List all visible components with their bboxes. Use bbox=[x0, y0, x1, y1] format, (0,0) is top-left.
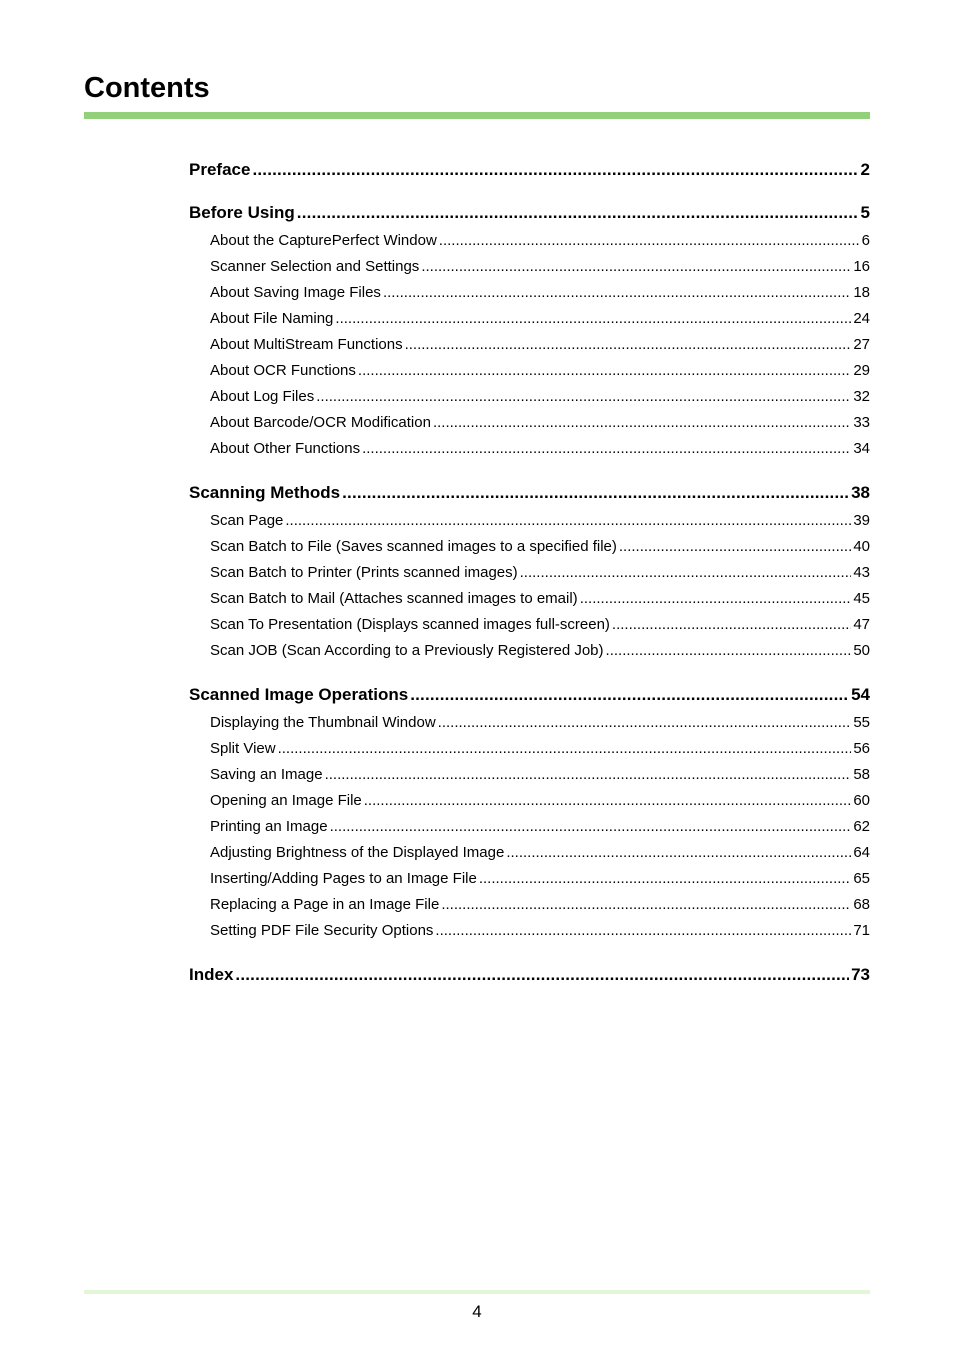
toc-entry[interactable] bbox=[210, 818, 870, 835]
toc-entry-page: 62 bbox=[853, 818, 870, 835]
toc-entry[interactable] bbox=[210, 388, 870, 405]
dot-leader bbox=[342, 483, 849, 503]
toc-entry-page: 18 bbox=[853, 284, 870, 301]
toc-entry-title: Split View bbox=[210, 740, 276, 757]
toc-entry-title: About MultiStream Functions bbox=[210, 336, 403, 353]
toc-entry-page: 68 bbox=[853, 896, 870, 913]
toc-section-title: Scanned Image Operations bbox=[189, 685, 409, 704]
dot-leader bbox=[438, 714, 852, 731]
toc-entry-title: Displaying the Thumbnail Window bbox=[210, 714, 436, 731]
toc-entry-page: 58 bbox=[853, 766, 870, 783]
dot-leader bbox=[285, 512, 851, 529]
toc-entry-page: 71 bbox=[853, 922, 870, 939]
toc-entry-title: About Log Files bbox=[210, 388, 315, 405]
dot-leader bbox=[325, 766, 852, 783]
dot-leader bbox=[362, 440, 851, 457]
toc-entry[interactable] bbox=[210, 616, 870, 633]
toc-entry-page: 27 bbox=[853, 336, 870, 353]
toc-section[interactable] bbox=[189, 483, 870, 503]
toc-entry-page: 64 bbox=[853, 844, 870, 861]
page-number: 4 bbox=[472, 1302, 482, 1321]
toc-section-page: 5 bbox=[860, 203, 870, 222]
dot-leader bbox=[297, 203, 859, 223]
dot-leader bbox=[358, 362, 851, 379]
toc-entry-title: Printing an Image bbox=[210, 818, 328, 835]
dot-leader bbox=[520, 564, 852, 581]
footer-rule bbox=[84, 1290, 870, 1294]
toc-entry-title: Replacing a Page in an Image File bbox=[210, 896, 440, 913]
toc-section-title: Preface bbox=[189, 160, 251, 179]
toc-entry-page: 39 bbox=[853, 512, 870, 529]
toc-entry-page: 47 bbox=[853, 616, 870, 633]
toc-entry-title: About Barcode/OCR Modification bbox=[210, 414, 431, 431]
dot-leader bbox=[383, 284, 851, 301]
toc-entry-page: 43 bbox=[853, 564, 870, 581]
toc-section[interactable] bbox=[189, 685, 870, 705]
toc-entry-page: 6 bbox=[861, 232, 870, 249]
toc-section-page: 38 bbox=[851, 483, 870, 502]
dot-leader bbox=[421, 258, 851, 275]
title-underline bbox=[84, 112, 870, 119]
dot-leader bbox=[330, 818, 852, 835]
toc-entry-page: 40 bbox=[853, 538, 870, 555]
toc-entry[interactable] bbox=[210, 564, 870, 581]
toc-entry-title: Saving an Image bbox=[210, 766, 323, 783]
toc-entry-page: 56 bbox=[853, 740, 870, 757]
toc-entry[interactable] bbox=[210, 896, 870, 913]
toc-entry[interactable] bbox=[210, 590, 870, 607]
toc-entry[interactable] bbox=[210, 258, 870, 275]
page-title: Contents bbox=[84, 72, 210, 104]
toc-entry-title: Opening an Image File bbox=[210, 792, 362, 809]
toc-section-page: 54 bbox=[851, 685, 870, 704]
toc-entry[interactable] bbox=[210, 336, 870, 353]
toc-entry-title: About the CapturePerfect Window bbox=[210, 232, 437, 249]
toc-entry-page: 50 bbox=[853, 642, 870, 659]
dot-leader bbox=[441, 896, 851, 913]
toc-entry[interactable] bbox=[210, 310, 870, 327]
toc-entry-page: 33 bbox=[853, 414, 870, 431]
toc-entry[interactable] bbox=[210, 538, 870, 555]
toc-section[interactable] bbox=[189, 160, 870, 180]
toc-entry[interactable] bbox=[210, 414, 870, 431]
dot-leader bbox=[606, 642, 852, 659]
dot-leader bbox=[612, 616, 851, 633]
toc-entry-page: 45 bbox=[853, 590, 870, 607]
toc-section[interactable] bbox=[189, 965, 870, 985]
dot-leader bbox=[364, 792, 852, 809]
toc-entry-title: Scanner Selection and Settings bbox=[210, 258, 420, 275]
toc-entry-page: 24 bbox=[853, 310, 870, 327]
toc-entry-title: Scan To Presentation (Displays scanned images full-screen) bbox=[210, 616, 610, 633]
toc-entry[interactable] bbox=[210, 792, 870, 809]
toc-entry[interactable] bbox=[210, 362, 870, 379]
dot-leader bbox=[410, 685, 849, 705]
dot-leader bbox=[405, 336, 852, 353]
toc-entry-title: About File Naming bbox=[210, 310, 334, 327]
toc-entry[interactable] bbox=[210, 714, 870, 731]
dot-leader bbox=[278, 740, 852, 757]
dot-leader bbox=[252, 160, 858, 180]
toc-entry[interactable] bbox=[210, 512, 870, 529]
toc-entry-title: Scan Page bbox=[210, 512, 284, 529]
toc-entry-title: Scan JOB (Scan According to a Previously Registered Job) bbox=[210, 642, 604, 659]
toc-entry[interactable] bbox=[210, 870, 870, 887]
toc-section-page: 2 bbox=[860, 160, 870, 179]
toc-entry-title: Adjusting Brightness of the Displayed Image bbox=[210, 844, 505, 861]
dot-leader bbox=[580, 590, 852, 607]
toc-entry-page: 34 bbox=[853, 440, 870, 457]
toc-section-title: Before Using bbox=[189, 203, 295, 222]
toc-entry-title: About OCR Functions bbox=[210, 362, 356, 379]
toc-entry-page: 16 bbox=[853, 258, 870, 275]
toc-entry-title: Inserting/Adding Pages to an Image File bbox=[210, 870, 477, 887]
toc-entry[interactable] bbox=[210, 284, 870, 301]
toc-entry[interactable] bbox=[210, 766, 870, 783]
dot-leader bbox=[619, 538, 851, 555]
toc-entry-page: 29 bbox=[853, 362, 870, 379]
toc-entry-page: 65 bbox=[853, 870, 870, 887]
toc-entry-title: Scan Batch to Printer (Prints scanned images) bbox=[210, 564, 518, 581]
dot-leader bbox=[435, 922, 851, 939]
toc-entry-title: Setting PDF File Security Options bbox=[210, 922, 434, 939]
dot-leader bbox=[479, 870, 851, 887]
dot-leader bbox=[439, 232, 860, 249]
toc-entry-page: 32 bbox=[853, 388, 870, 405]
toc-entry-title: Scan Batch to File (Saves scanned images to a specified file) bbox=[210, 538, 617, 555]
toc-section-page: 73 bbox=[851, 965, 870, 984]
toc-entry-page: 60 bbox=[853, 792, 870, 809]
toc-entry-page: 55 bbox=[853, 714, 870, 731]
toc-section[interactable] bbox=[189, 203, 870, 223]
toc-entry-title: Scan Batch to Mail (Attaches scanned images to email) bbox=[210, 590, 578, 607]
toc-entry[interactable] bbox=[210, 740, 870, 757]
toc-section-title: Scanning Methods bbox=[189, 483, 341, 502]
dot-leader bbox=[506, 844, 851, 861]
toc-entry[interactable] bbox=[210, 440, 870, 457]
toc-entry[interactable] bbox=[210, 844, 870, 861]
dot-leader bbox=[316, 388, 851, 405]
dot-leader bbox=[235, 965, 849, 985]
toc-entry[interactable] bbox=[210, 642, 870, 659]
dot-leader bbox=[335, 310, 851, 327]
toc-entry-title: About Saving Image Files bbox=[210, 284, 381, 301]
toc-entry[interactable] bbox=[210, 232, 870, 249]
toc-entry-title: About Other Functions bbox=[210, 440, 361, 457]
dot-leader bbox=[433, 414, 851, 431]
toc-section-title: Index bbox=[189, 965, 234, 984]
toc-entry[interactable] bbox=[210, 922, 870, 939]
